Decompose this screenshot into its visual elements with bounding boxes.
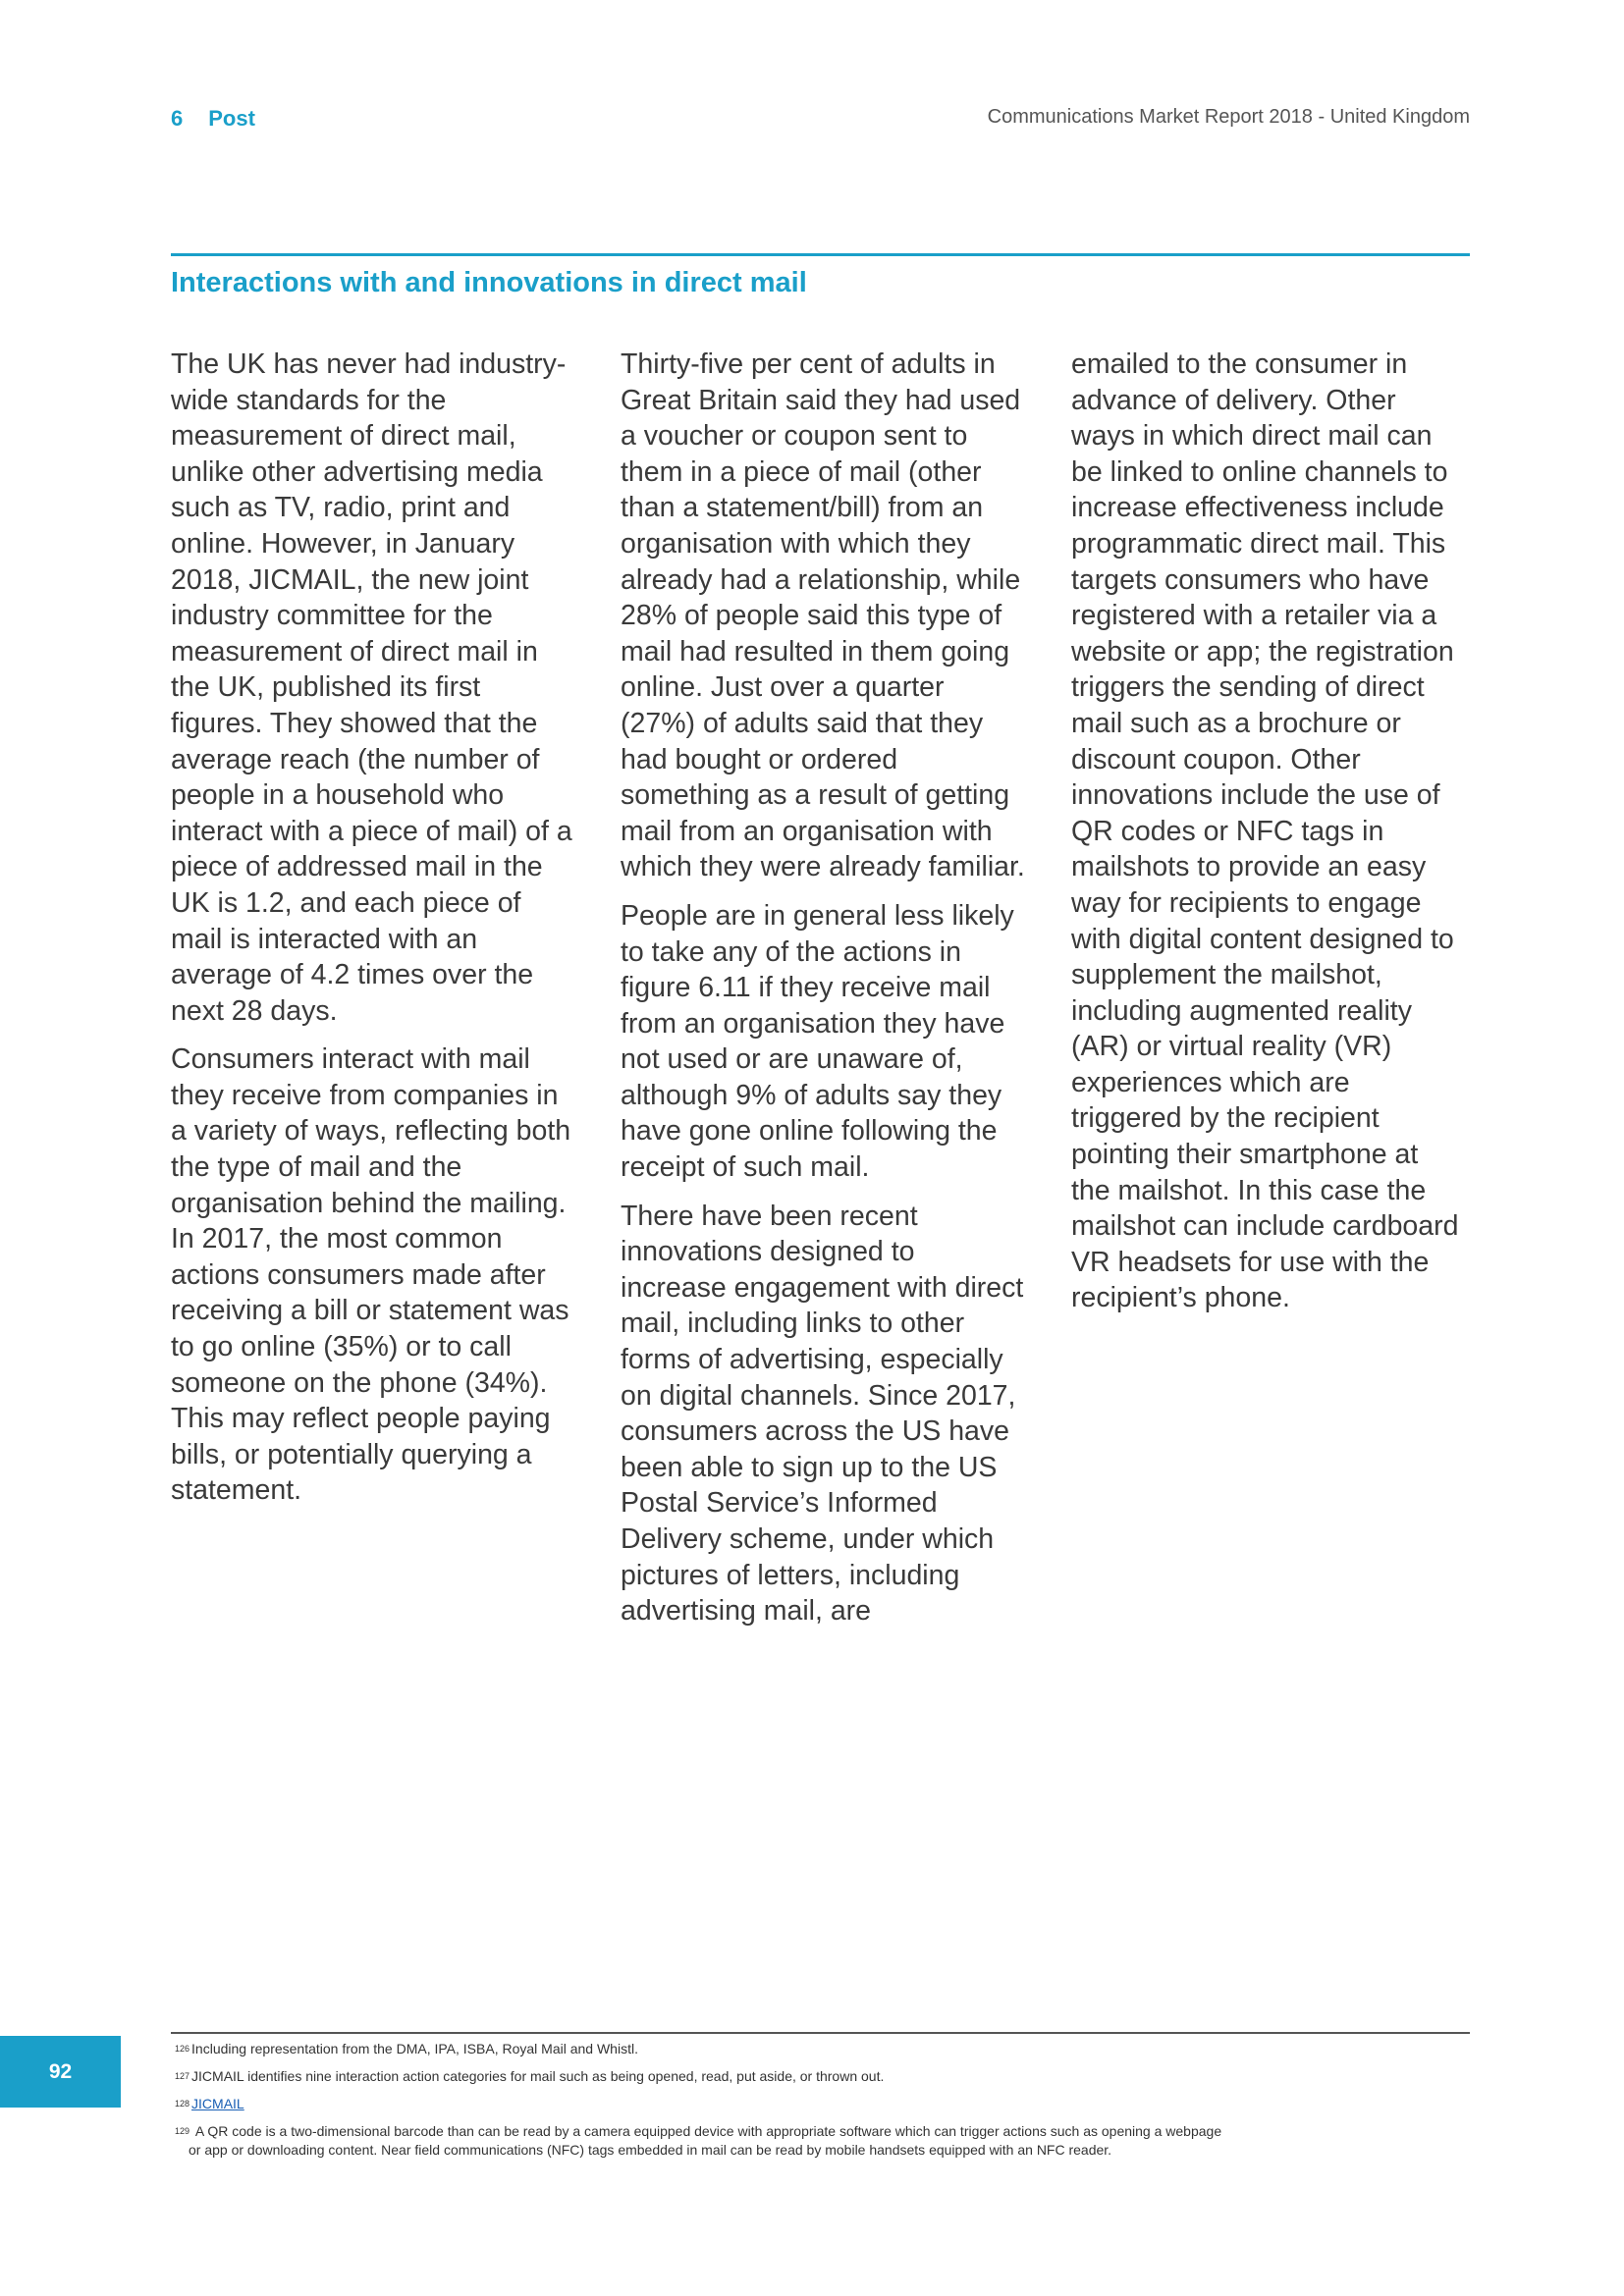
text-column-3 xyxy=(1071,347,1459,1329)
report-title: Communications Market Report 2018 - United Kingdom xyxy=(987,106,1470,128)
footnote xyxy=(175,2040,1451,2058)
page-number: 92 xyxy=(48,2059,73,2083)
paragraph: Consumers interact with mail they receive from companies in a variety of ways, reflecting both the type of mail and the organisation behind the mailing. In 2017, the most common actions consumers made after receiving a bill or statement was to go online (35%) or to call someone on the phone (34%). This may reflect people paying bills, or potentially querying a statement. xyxy=(171,1043,571,1507)
chapter-title: Post xyxy=(208,106,255,131)
footnote-text: Including representation from the DMA, IPA, ISBA, Royal Mail and Whistl. xyxy=(191,2041,638,2056)
section-divider xyxy=(171,253,1470,256)
section-title: Interactions with and innovations in direct mail xyxy=(171,267,807,298)
paragraph: There have been recent innovations designed to increase engagement with direct mail, including links to other forms of advertising, especially on digital channels. Since 2017, consumers across the US have been able to sign up to the US Postal Service’s Informed Delivery scheme, under which pictures of letters, including advertising mail, are xyxy=(621,1200,1024,1628)
jicmail-link[interactable]: JICMAIL xyxy=(191,2096,244,2111)
footnote-number: 129 xyxy=(175,2126,190,2136)
footnote-text: A QR code is a two-dimensional barcode than can be read by a camera equipped device with appropriate software which can trigger actions such as opening a webpage xyxy=(194,2123,1222,2139)
footnote-number: 128 xyxy=(175,2099,190,2109)
page-number-badge xyxy=(0,2036,121,2108)
chapter-number: 6 xyxy=(171,106,184,131)
footnote-text: JICMAIL identifies nine interaction action categories for mail such as being opened, read, put aside, or thrown out. xyxy=(191,2068,885,2084)
paragraph: People are in general less likely to take any of the actions in figure 6.11 if they receive mail from an organisation they have not used or are unaware of, although 9% of adults say they have gone online following the receipt of such mail. xyxy=(621,899,1014,1184)
text-column-1 xyxy=(171,347,575,1522)
paragraph: Thirty-five per cent of adults in Great Britain said they had used a voucher or coupon sent to them in a piece of mail (other than a statement/bill) from an organisation with which they already had a relationship, while 28% of people said this type of mail had resulted in them going online. Just over a quarter (27%) of adults said that they had bought or ordered something as a result of getting mail from an organisation with which they were already familiar. xyxy=(621,348,1025,883)
footnote xyxy=(175,2067,1451,2086)
paragraph: The UK has never had industry-wide standards for the measurement of direct mail, unlike other advertising media such as TV, radio, print and online. However, in January 2018, JICMAIL, the new joint industry committee for the measurement of direct mail in the UK, published its first figures. They showed that the average reach (the number of people in a household who interact with a piece of mail) of a piece of addressed mail in the UK is 1.2, and each piece of mail is interacted with an average of 4.2 times over the next 28 days. xyxy=(171,348,572,1027)
footnote-text-continued: or app or downloading content. Near field communications (NFC) tags embedded in mail can be read by mobile handsets equipped with an NFC reader. xyxy=(189,2142,1112,2158)
chapter-heading xyxy=(171,106,255,132)
footnote-divider xyxy=(171,2032,1470,2034)
footnote-number: 126 xyxy=(175,2044,190,2054)
footnote-number: 127 xyxy=(175,2071,190,2081)
footnote xyxy=(175,2122,1451,2160)
footnotes xyxy=(175,2040,1451,2168)
text-column-2 xyxy=(621,347,1025,1642)
paragraph: emailed to the consumer in advance of delivery. Other ways in which direct mail can be linked to online channels to increase effectiveness include programmatic direct mail. This targets consumers who have registered with a retailer via a website or app; the registration triggers the sending of direct mail such as a brochure or discount coupon. Other innovations include the use of QR codes or NFC tags in mailshots to provide an easy way for recipients to engage with digital content designed to supplement the mailshot, including augmented reality (AR) or virtual reality (VR) experiences which are triggered by the recipient pointing their smartphone at the mailshot. In this case the mailshot can include cardboard VR headsets for use with the recipient’s phone. xyxy=(1071,348,1459,1314)
footnote xyxy=(175,2095,1451,2113)
